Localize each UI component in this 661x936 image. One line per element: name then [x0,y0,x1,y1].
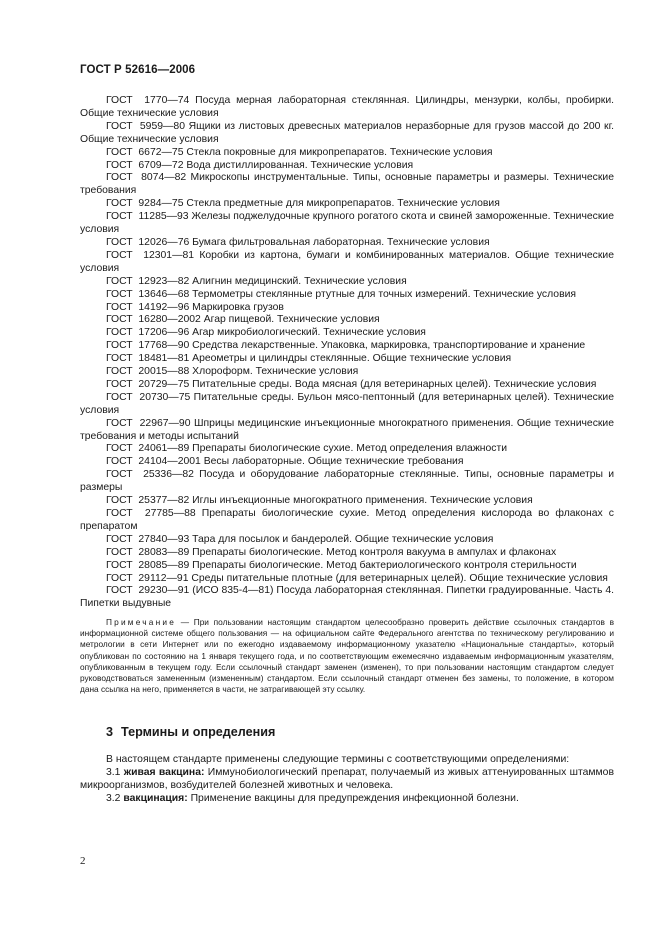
reference-title: Железы поджелудочные крупного рогатого скота и свиней замороженные. Технические условия [80,211,614,236]
reference-item [80,495,614,508]
reference-code: ГОСТ 17768—90 [106,340,190,352]
section-title: Термины и определения [121,724,276,739]
note-paragraph [80,617,614,695]
reference-code: ГОСТ 11285—93 [106,211,189,223]
reference-item [80,547,614,560]
reference-code: ГОСТ 27785—88 [106,508,196,519]
reference-code: ГОСТ 18481—81 [106,353,190,365]
reference-title: Препараты биологические. Метод бактериологического контроля стерильности [192,559,577,571]
note-text: — При пользовании настоящим стандартом целесообразно проверить действие ссылочных стандартов в информационной системе общего пользования — на официальном сайте Федерального агентства по техническому регулированию и метрологии в сети Интернет или по ежегодно издаваемому информационному указателю «Национальные стандарты», который опубликован по состоянию на 1 января текущего года, и по соответствующим ежемесячно издаваемым информационным указателям, опубликованным в текущем году. Если ссылочный стандарт заменен (изменен), то при пользовании настоящим стандартом следует руководствоваться замененным (измененным) стандартом. Если ссылочный стандарт отменен без замены, то положение, в котором дана ссылка на него, применяется в части, не затрагивающей эту ссылку. [80,617,614,694]
reference-item [80,469,614,495]
term-text: Иммунобиологический препарат, получаемый из живых аттенуированных штаммов микроорганизмов, возбудителей болезней животных и человека. [80,766,614,791]
term-text: Применение вакцины для предупреждения инфекционной болезни. [190,792,519,804]
reference-title: Коробки из картона, бумаги и комбинированных материалов. Общие технические условия [80,249,615,274]
reference-title: Препараты биологические сухие. Метод определения кислорода во флаконах с препаратом [80,508,614,532]
reference-code: ГОСТ 28083—89 [106,546,190,558]
reference-item [80,121,614,147]
reference-title: Термометры стеклянные ртутные для точных измерений. Технические условия [192,288,577,300]
reference-code: ГОСТ 9284—75 [106,198,184,210]
reference-item [80,327,614,340]
reference-title: Препараты биологические сухие. Метод определения влажности [192,443,508,455]
reference-code: ГОСТ 27840—93 [106,533,190,545]
reference-item [80,456,614,469]
reference-item [80,418,614,444]
reference-code: ГОСТ 12301—81 [106,249,195,261]
term-definition [80,767,614,793]
reference-title: Шприцы медицинские инъекционные многократного применения. Общие технические требования и методы испытаний [80,417,615,442]
reference-code: ГОСТ 8074—82 [106,172,187,184]
reference-code: ГОСТ 24104—2001 [106,456,201,468]
reference-code: ГОСТ 24061—89 [106,443,190,455]
note-label: Примечание [106,617,177,628]
reference-item [80,379,614,392]
reference-title: Препараты биологические. Метод контроля вакуума в ампулах и флаконах [192,546,557,558]
reference-item [80,314,614,327]
page-number: 2 [80,855,86,867]
section-intro: В настоящем стандарте применены следующие термины с соответствующими определениями: [106,753,570,765]
reference-item [80,366,614,379]
reference-code: ГОСТ 28085—89 [106,559,190,571]
reference-item [80,560,614,573]
reference-code: ГОСТ 25377—82 [106,495,190,507]
reference-title: Стекла покровные для микропрепаратов. Технические условия [186,146,493,158]
reference-item [80,573,614,586]
reference-item [80,585,614,611]
reference-item [80,237,614,250]
reference-code: ГОСТ 25336—82 [106,469,194,481]
reference-item [80,211,614,237]
reference-code: ГОСТ 6709—72 [106,159,184,171]
section-heading [106,725,614,740]
term-name: вакцинация: [123,792,188,804]
reference-title: Весы лабораторные. Общие технические требования [203,456,464,468]
reference-title: Среды питательные плотные (для ветеринарных целей). Общие технические условия [191,572,608,584]
reference-code: ГОСТ 20015—88 [106,366,190,378]
reference-title: Средства лекарственные. Упаковка, маркировка, транспортирование и хранение [192,340,586,352]
document-header: ГОСТ Р 52616—2006 [80,64,196,76]
reference-title: Стекла предметные для микропрепаратов. Технические условия [186,198,500,210]
reference-code: ГОСТ 12026—76 [106,236,190,248]
reference-code: ГОСТ 17206—96 [106,327,190,339]
reference-title: Иглы инъекционные многократного применения. Технические условия [192,495,533,507]
reference-item [80,172,614,198]
section-number: 3 [106,724,114,739]
reference-title: Агар микробиологический. Технические условия [192,327,426,339]
reference-code: ГОСТ 29112—91 [106,572,189,584]
reference-title: Посуда мерная лабораторная стеклянная. Цилиндры, мензурки, колбы, пробирки. Общие технические условия [80,95,615,119]
reference-title: Питательные среды. Вода мясная (для ветеринарных целей). Технические условия [192,378,597,390]
terms-list [80,767,614,806]
reference-item [80,160,614,173]
reference-item [80,198,614,211]
reference-item [80,340,614,353]
reference-title: Питательные среды. Бульон мясо-пептонный (для ветеринарных целей). Технические условия [80,391,615,416]
document-body [80,95,614,806]
reference-item [80,147,614,160]
reference-item [80,392,614,418]
term-definition [80,793,614,806]
reference-title: Бумага фильтровальная лабораторная. Технические условия [192,236,490,248]
reference-code: ГОСТ 12923—82 [106,275,190,287]
reference-item [80,95,614,121]
reference-code: ГОСТ 13646—68 [106,288,190,300]
term-number: 3.2 [106,792,121,804]
reference-code: ГОСТ 1770—74 [106,95,190,106]
normative-references-list [80,95,614,611]
reference-title: Ящики из листовых древесных материалов неразборные для грузов массой до 200 кг. Общие технические условия [80,120,614,145]
reference-code: ГОСТ 14192—96 [106,301,190,313]
reference-code: ГОСТ 6672—75 [106,146,184,158]
reference-title: Вода дистиллированная. Технические условия [186,159,414,171]
reference-code: ГОСТ 20729—75 [106,378,190,390]
reference-item [80,289,614,302]
reference-code: ГОСТ 16280—2002 [106,314,201,326]
reference-title: Микроскопы инструментальные. Типы, основные параметры и размеры. Технические требования [80,172,615,197]
reference-item [80,353,614,366]
reference-title: Тара для посылок и бандеролей. Общие технические условия [192,533,494,545]
term-number: 3.1 [106,766,121,778]
reference-title: Агар пищевой. Технические условия [203,314,380,326]
reference-title: Посуда и оборудование лабораторные стеклянные. Типы, основные параметры и размеры [80,469,614,494]
reference-title: Алигнин медицинский. Технические условия [192,275,407,287]
reference-code: ГОСТ 5959—80 [106,120,185,132]
reference-code: ГОСТ 22967—90 [106,417,191,429]
reference-title: Маркировка грузов [192,301,284,313]
reference-item [80,534,614,547]
reference-title: Ареометры и цилиндры стеклянные. Общие технические условия [192,353,512,365]
reference-item [80,508,614,534]
reference-title: Посуда лабораторная стеклянная. Пипетки градуированные. Часть 4. Пипетки выдувные [80,585,615,610]
reference-item [80,302,614,315]
reference-code: ГОСТ 20730—75 [106,391,191,403]
term-name: живая вакцина: [123,766,205,778]
reference-item [80,276,614,289]
reference-item [80,250,614,276]
reference-title: Хлороформ. Технические условия [192,366,359,378]
reference-item [80,443,614,456]
reference-code: ГОСТ 29230—91 (ИСО 835-4—81) [106,585,274,597]
